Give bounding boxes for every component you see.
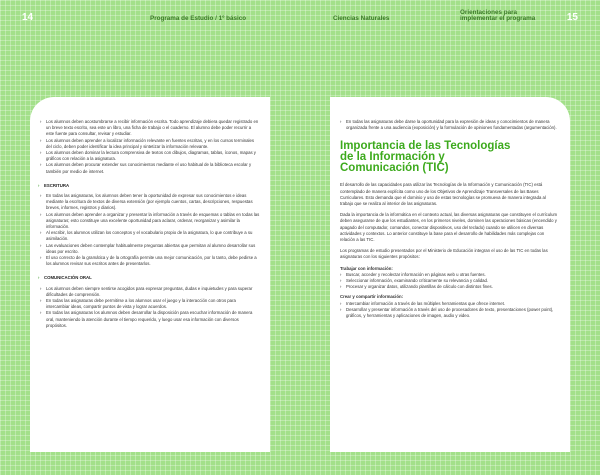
left-page-content xyxy=(40,119,260,329)
right-page-content xyxy=(340,119,560,319)
section-title-line-2: de la Información y xyxy=(340,151,445,164)
section-title-line-1: Importancia de las Tecnologías xyxy=(340,140,511,153)
top-list xyxy=(340,119,560,131)
writing-list xyxy=(40,193,260,267)
subject-title: Ciencias Naturales xyxy=(333,15,390,22)
list-item: › En todas las asignaturas debe darse la oportunidad para la expresión de ideas y conocimientos de manera organizada frente a una audiencia (exposición) y la formulación de opiniones fundamentadas (argumentación). xyxy=(340,119,560,131)
list-item: › Los alumnos deben acostumbrarse a recibir información escrita. Todo aprendizaje debiera quedar registrado en un breve texto escrito, sea este un libro, una ficha de trabajo o el cuaderno. El alumno debe poder recurrir a este fuente para consultar, revisar y estudiar. xyxy=(40,119,260,138)
page-number-right: 15 xyxy=(566,12,578,23)
paragraph-3: Los programas de estudio presentados por el Ministerio de Educación integran el uso de las TIC en todas las asignaturas con los siguientes propósitos: xyxy=(340,248,548,260)
list-item: › Las evaluaciones deben contemplar habitualmente preguntas abiertas que permitan al alumno desarrollar sus ideas por escrito. xyxy=(40,243,260,255)
list-item: › Los alumnos deben aprender a localizar información relevante en fuentes escritas, y en los cursos terminales del ciclo, deben poder identificar la idea principal y sintetizar la información relevante. xyxy=(40,138,260,150)
section-title-line-3: Comunicación (TIC) xyxy=(340,162,449,175)
paragraph-1: El desarrollo de las capacidades para utilizar las Tecnologías de la Información y Comunicación (TIC) está contemplado de manera explícita como uno de los Objetivos de Aprendizaje Transversales de las Bases Curriculares. Esto demanda que el dominio y uso de estas tecnologías se promueva de manera integrada al trabajo que se realiza al interior de las asignaturas. xyxy=(340,182,546,207)
oral-list xyxy=(40,286,260,329)
orientation-line-1: Orientaciones para xyxy=(460,9,518,16)
page-number-left: 14 xyxy=(22,12,34,23)
paragraph-2: Dada la importancia de la informática en el contexto actual, las diversas asignaturas que constituyen el currículum deben asegurarse de que los estudiantes, en los primeros niveles, dominen las operaciones básicas (encendido y apagado del computador, comandos, conectar dispositivos, uso del teclado) cuando se utilicen en diversas actividades y contextos. Lo anterior constituye la base para el desarrollo de habilidades más complejas con relación a las TIC. xyxy=(340,212,558,243)
right-page xyxy=(330,97,570,452)
list-item: › En todas las asignaturas los alumnos deben desarrollar la disposición para escuchar información de manera oral, manteniendo la atención durante el tiempo requerido, y luego usar esa información con diversos propósitos. xyxy=(40,310,260,329)
list-item: › Desarrollar y presentar información a través del uso de procesadores de texto, presentaciones (power point), gráficos, y herramientas y aplicaciones de imagen, audio y video. xyxy=(340,307,560,319)
orientation-line-2: implementar el programa xyxy=(460,15,536,22)
list-item: › Al escribir, los alumnos utilizan los conceptos y el vocabulario propio de la asignatura, lo que contribuye a su asimilación. xyxy=(40,230,260,242)
subhead-create-share: Crear y compartir información: xyxy=(340,294,404,300)
list-item: › Procesar y organizar datos, utilizando plantillas de cálculo con distintos fines. xyxy=(340,284,560,290)
writing-heading: › ESCRITURA xyxy=(40,183,260,189)
orientation-title xyxy=(460,10,535,22)
intro-list xyxy=(40,119,260,175)
subhead-work-info: Trabajar con información: xyxy=(340,265,393,271)
list-item: › En todas las asignaturas debe permitirse a los alumnos usar el juego y la interacción con otros para intercambiar ideas, compartir puntos de vista y lograr acuerdos. xyxy=(40,298,260,310)
list-item: › Buscar, acceder y recolectar información en páginas web u otras fuentes. xyxy=(340,272,560,278)
list-item: › Los alumnos deben procurar extender sus conocimientos mediante el uso habitual de la biblioteca escolar y también por medio de internet. xyxy=(40,162,260,174)
list-item: › Los alumnos deben siempre sentirse acogidos para expresar preguntas, dudas e inquietudes y para superar dificultades de comprensión. xyxy=(40,286,260,298)
page-header xyxy=(0,0,600,30)
section-title xyxy=(340,141,560,174)
list-item: › Los alumnos deben dominar la lectura comprensiva de textos con dibujos, diagramas, tablas, íconos, mapas y gráficos con relación a la asignatura. xyxy=(40,150,260,162)
work-info-list xyxy=(340,272,560,291)
list-item: › Seleccionar información, examinando críticamente su relevancia y calidad. xyxy=(340,278,560,284)
create-share-list xyxy=(340,301,560,320)
list-item: › En todas las asignaturas, los alumnos deben tener la oportunidad de expresar sus conocimientos e ideas mediante la escritura de textos de diversa extensión (por ejemplo cuentos, cartas, descripciones, respuestas breves, informes, registros y diarios). xyxy=(40,193,260,212)
program-title: Programa de Estudio / 1º básico xyxy=(150,15,247,22)
list-item: › Intercambiar información a través de las múltiples herramientas que ofrece internet. xyxy=(340,301,560,307)
left-page xyxy=(30,97,270,452)
oral-heading: › COMUNICACIÓN ORAL xyxy=(40,275,260,281)
list-item: › El uso correcto de la gramática y de la ortografía permite una mejor comunicación, por lo tanto, debe pedirse a los alumnos revisar sus escritos antes de presentarlos. xyxy=(40,255,260,267)
list-item: › Los alumnos deben aprender a organizar y presentar la información a través de esquemas o tablas en todas las asignaturas; esto constituye una excelente oportunidad para aclarar, ordenar, reorganizar y asimilar la información. xyxy=(40,212,260,231)
